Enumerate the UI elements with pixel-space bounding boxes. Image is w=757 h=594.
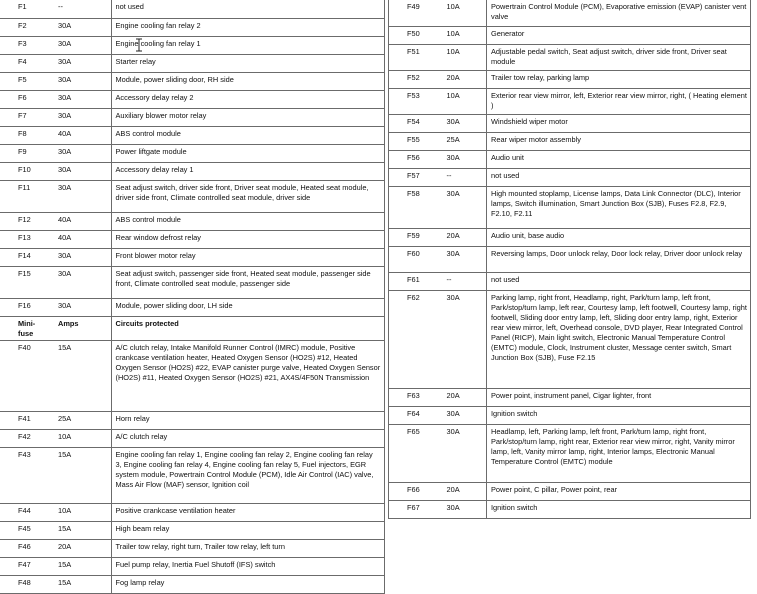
table-row: [0, 144, 384, 162]
circuits-protected: Exterior rear view mirror, left, Exterior rear view mirror, right, ( Heating element ): [487, 88, 751, 114]
circuits-protected: Parking lamp, right front, Headlamp, right, Park/turn lamp, left front, Park/stop/turn lamp, left rear, Courtesy lamp, left footwell, Courtesy lamp, right footwell, Sliding door entry lamp, left, Sliding door entry lamp, right, Exterior rear view mirror, left, Overhead console, DVD player, Rear Integrated Control Panel (RICP), Main light switch, Electronic Manual Temperature Control (EMTC) module, Clock, Instrument cluster, Message center switch, Smart Junction Box (SJB), Fuse F2.15: [487, 290, 751, 388]
circuits-protected: Trailer tow relay, right turn, Trailer tow relay, left turn: [111, 539, 384, 557]
circuits-protected: Engine cooling fan relay 1: [111, 36, 384, 54]
circuits-protected: Accessory delay relay 2: [111, 90, 384, 108]
fuse-number: F40: [0, 340, 52, 411]
circuits-protected: Rear window defrost relay: [111, 230, 384, 248]
circuits-protected: Auxiliary blower motor relay: [111, 108, 384, 126]
fuse-number: F46: [0, 539, 52, 557]
fuse-number: F43: [0, 447, 52, 503]
fuse-number: F5: [0, 72, 52, 90]
fuse-number: F45: [0, 521, 52, 539]
amperage: 15A: [52, 557, 111, 575]
header-amperage: Amps: [52, 316, 111, 340]
fuse-number: F16: [0, 298, 52, 316]
circuits-protected: Trailer tow relay, parking lamp: [487, 70, 751, 88]
amperage: 10A: [441, 26, 487, 44]
amperage: 40A: [52, 212, 111, 230]
table-row: [389, 424, 751, 482]
table-row: [389, 272, 751, 290]
fuse-number: F67: [389, 500, 441, 518]
fuse-number: F56: [389, 150, 441, 168]
circuits-protected: Headlamp, left, Parking lamp, left front, Park/turn lamp, right front, Park/stop/turn lamp, right rear, Exterior rear view mirror, right, Vanity mirror lamp, left, Vanity mirror lamp, right, Interior lamps, Electronic Manual Temperature Control (EMTC) module: [487, 424, 751, 482]
fuse-number: F12: [0, 212, 52, 230]
amperage: 25A: [441, 132, 487, 150]
circuits-protected: Ignition switch: [487, 406, 751, 424]
table-row: [0, 90, 384, 108]
amperage: 30A: [52, 266, 111, 298]
fuse-number: F64: [389, 406, 441, 424]
amperage: 10A: [52, 503, 111, 521]
fuse-number: F51: [389, 44, 441, 70]
circuits-protected: A/C clutch relay: [111, 429, 384, 447]
fuse-number: F58: [389, 186, 441, 228]
circuits-protected: not used: [487, 168, 751, 186]
fuse-number: F6: [0, 90, 52, 108]
amperage: 40A: [52, 230, 111, 248]
amperage: 15A: [52, 521, 111, 539]
amperage: --: [441, 168, 487, 186]
table-row: [389, 150, 751, 168]
table-row: [0, 36, 384, 54]
table-row: [0, 180, 384, 212]
table-row: [389, 88, 751, 114]
amperage: 30A: [52, 180, 111, 212]
circuits-protected: Fuel pump relay, Inertia Fuel Shutoff (IFS) switch: [111, 557, 384, 575]
fuse-table-right-body: [389, 0, 751, 518]
circuits-protected: Reversing lamps, Door unlock relay, Door lock relay, Driver door unlock relay: [487, 246, 751, 272]
circuits-protected: Positive crankcase ventilation heater: [111, 503, 384, 521]
fuse-number: F42: [0, 429, 52, 447]
fuse-number: F61: [389, 272, 441, 290]
circuits-protected: ABS control module: [111, 212, 384, 230]
fuse-number: F57: [389, 168, 441, 186]
table-row: [389, 0, 751, 26]
circuits-protected: Power point, instrument panel, Cigar lighter, front: [487, 388, 751, 406]
fuse-number: F52: [389, 70, 441, 88]
fuse-number: F48: [0, 575, 52, 593]
circuits-protected: Power liftgate module: [111, 144, 384, 162]
table-row: [0, 447, 384, 503]
circuits-protected: Starter relay: [111, 54, 384, 72]
table-row: [0, 0, 384, 18]
amperage: 30A: [441, 246, 487, 272]
fuse-number: F2: [0, 18, 52, 36]
circuits-protected: Ignition switch: [487, 500, 751, 518]
circuits-protected: Front blower motor relay: [111, 248, 384, 266]
amperage: 20A: [441, 70, 487, 88]
table-row: [389, 228, 751, 246]
circuits-protected: Audio unit, base audio: [487, 228, 751, 246]
fuse-table-right: [388, 0, 751, 519]
table-row: [0, 539, 384, 557]
fuse-number: F11: [0, 180, 52, 212]
fuse-number: F44: [0, 503, 52, 521]
fuse-number: F14: [0, 248, 52, 266]
table-row: [389, 132, 751, 150]
amperage: 15A: [52, 340, 111, 411]
amperage: 30A: [441, 290, 487, 388]
amperage: 30A: [52, 144, 111, 162]
circuits-protected: Engine cooling fan relay 2: [111, 18, 384, 36]
table-row: [0, 162, 384, 180]
table-row: [0, 575, 384, 593]
table-row: [0, 266, 384, 298]
amperage: --: [58, 2, 63, 11]
circuits-protected: Fog lamp relay: [111, 575, 384, 593]
fuse-number: F1: [18, 2, 27, 11]
fuse-number: F54: [389, 114, 441, 132]
table-row: [0, 429, 384, 447]
table-row: [0, 503, 384, 521]
table-row: [0, 126, 384, 144]
amperage: 30A: [441, 114, 487, 132]
fuse-number: F66: [389, 482, 441, 500]
circuits-protected: Audio unit: [487, 150, 751, 168]
table-row: [389, 26, 751, 44]
table-row: [389, 482, 751, 500]
amperage: 25A: [52, 411, 111, 429]
fuse-number: F47: [0, 557, 52, 575]
amperage: 30A: [441, 500, 487, 518]
circuits-protected: Accessory delay relay 1: [111, 162, 384, 180]
amperage: 30A: [52, 90, 111, 108]
fuse-number: F41: [0, 411, 52, 429]
circuits-protected: Rear wiper motor assembly: [487, 132, 751, 150]
table-row: [389, 186, 751, 228]
amperage: 30A: [52, 72, 111, 90]
fuse-number: F13: [0, 230, 52, 248]
header-fuse-number: Mini-fuse: [0, 316, 52, 340]
text-cursor-icon: [134, 38, 144, 52]
table-row: [0, 212, 384, 230]
table-row: [0, 54, 384, 72]
table-row: [0, 72, 384, 90]
circuits-protected: Powertrain Control Module (PCM), Evaporative emission (EVAP) canister vent valve: [487, 0, 751, 26]
amperage: 10A: [52, 429, 111, 447]
table-row: [389, 500, 751, 518]
amperage: 30A: [441, 186, 487, 228]
header-circuits-protected: Circuits protected: [111, 316, 384, 340]
fuse-number: F7: [0, 108, 52, 126]
table-row: [0, 340, 384, 411]
amperage: 10A: [441, 88, 487, 114]
circuits-protected: Module, power sliding door, LH side: [111, 298, 384, 316]
amperage: 30A: [52, 18, 111, 36]
amperage: --: [441, 272, 487, 290]
amperage: 30A: [52, 54, 111, 72]
amperage: 20A: [441, 228, 487, 246]
amperage: 20A: [441, 388, 487, 406]
circuits-protected: Adjustable pedal switch, Seat adjust switch, driver side front, Driver seat module: [487, 44, 751, 70]
amperage: 30A: [441, 424, 487, 482]
table-row: [0, 557, 384, 575]
fuse-number: F53: [389, 88, 441, 114]
circuits-protected: Power point, C pillar, Power point, rear: [487, 482, 751, 500]
table-row: [0, 230, 384, 248]
amperage: 40A: [52, 126, 111, 144]
fuse-number: F63: [389, 388, 441, 406]
circuits-protected: Engine cooling fan relay 1, Engine cooling fan relay 2, Engine cooling fan relay 3, Engine cooling fan relay 4, Engine cooling fan relay 5, Fuel injectors, EGR system module, Powertrain Control Module (PCM), Idle Air Control (IAC) valve, Mass Air Flow (MAF) sensor, Ignition coil: [111, 447, 384, 503]
table-row: [389, 246, 751, 272]
fuse-number: F3: [0, 36, 52, 54]
amperage: 30A: [52, 248, 111, 266]
fuse-number: F59: [389, 228, 441, 246]
table-row: [0, 248, 384, 266]
fuse-number: F50: [389, 26, 441, 44]
table-row: [389, 388, 751, 406]
circuits-protected: Windshield wiper motor: [487, 114, 751, 132]
fuse-number: F55: [389, 132, 441, 150]
amperage: 15A: [52, 575, 111, 593]
circuits-protected: A/C clutch relay, Intake Manifold Runner Control (IMRC) module, Positive crankcase ventilation heater, Heated Oxygen Sensor (HO2S) #12, Heated Oxygen Sensor (HO2S) #22, EVAP canister purge valve, Heated Oxygen Sensor (HO2S) #11, Heated Oxygen Sensor (HO2S) #21, AX4S/4F50N Transmission: [111, 340, 384, 411]
table-row: [389, 168, 751, 186]
amperage: 30A: [52, 162, 111, 180]
circuits-protected: not used: [487, 272, 751, 290]
fuse-number: F65: [389, 424, 441, 482]
fuse-number: F10: [0, 162, 52, 180]
fuse-number: F8: [0, 126, 52, 144]
amperage: 20A: [52, 539, 111, 557]
circuits-protected: High mounted stoplamp, License lamps, Data Link Connector (DLC), Interior lamps, Switch illumination, Smart Junction Box (SJB), Fuses F2.8, F2.9, F2.10, F2.11: [487, 186, 751, 228]
table-row: [389, 44, 751, 70]
table-row: [389, 290, 751, 388]
table-row: [0, 298, 384, 316]
amperage: 10A: [441, 44, 487, 70]
table-row: [0, 411, 384, 429]
fuse-number: F60: [389, 246, 441, 272]
circuits-protected: High beam relay: [111, 521, 384, 539]
fuse-number: F4: [0, 54, 52, 72]
circuits-protected: Generator: [487, 26, 751, 44]
circuits-protected: Horn relay: [111, 411, 384, 429]
circuits-protected: not used: [111, 0, 384, 18]
circuits-protected: Seat adjust switch, passenger side front, Heated seat module, passenger side front, Climate controlled seat module, passenger side: [111, 266, 384, 298]
table-row: [0, 108, 384, 126]
fuse-number: F9: [0, 144, 52, 162]
table-row: [389, 406, 751, 424]
circuits-protected: ABS control module: [111, 126, 384, 144]
circuits-protected: Module, power sliding door, RH side: [111, 72, 384, 90]
amperage: 30A: [441, 150, 487, 168]
amperage: 30A: [52, 36, 111, 54]
amperage: 30A: [52, 298, 111, 316]
amperage: 30A: [52, 108, 111, 126]
table-row: [389, 114, 751, 132]
table-row: [0, 18, 384, 36]
table-row: [389, 70, 751, 88]
amperage: 30A: [441, 406, 487, 424]
table-header-row: [0, 316, 384, 340]
amperage: 10A: [446, 2, 460, 11]
fuse-number: F15: [0, 266, 52, 298]
amperage: 15A: [52, 447, 111, 503]
fuse-number: F62: [389, 290, 441, 388]
table-row: [0, 521, 384, 539]
fuse-number: F49: [407, 2, 420, 11]
circuits-protected: Seat adjust switch, driver side front, Driver seat module, Heated seat module, driver side front, Climate controlled seat module, driver side: [111, 180, 384, 212]
amperage: 20A: [441, 482, 487, 500]
